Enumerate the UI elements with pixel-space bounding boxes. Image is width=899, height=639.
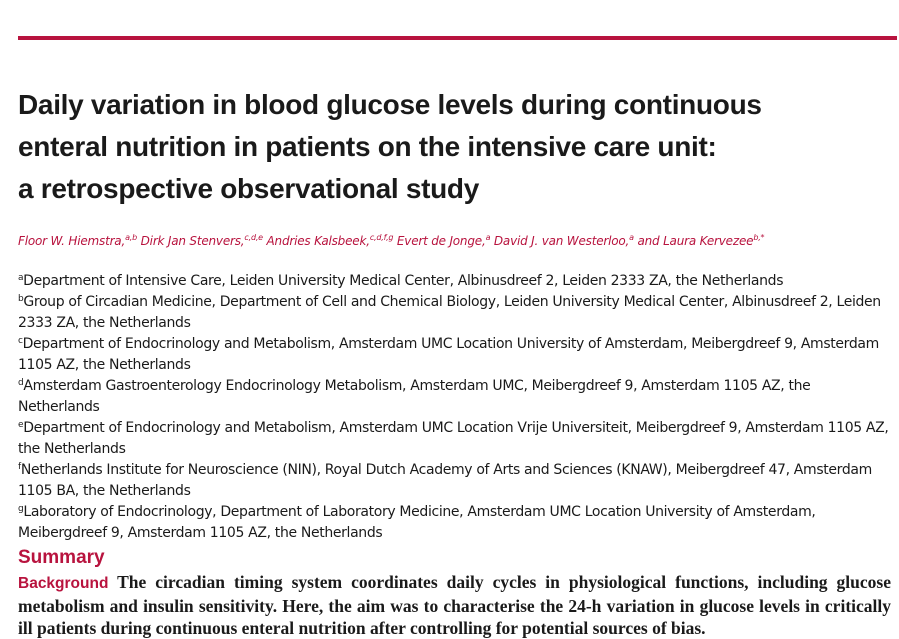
author-name[interactable]: Dirk Jan Stenvers, (140, 234, 245, 248)
author-name[interactable]: and Laura Kervezee (637, 234, 754, 248)
author-name[interactable]: Floor W. Hiemstra, (18, 234, 126, 248)
article-title (18, 84, 888, 210)
affiliation-text: Laboratory of Endocrinology, Department of Laboratory Medicine, Amsterdam UMC Location University of Amsterdam, Meibergdreef 9, Amsterdam 1105 AZ, the Netherlands (18, 504, 816, 541)
author-affiliation-marker: a (485, 233, 491, 242)
affiliation-item (18, 334, 894, 376)
author-list (18, 231, 898, 251)
affiliation-marker: c (18, 336, 23, 346)
affiliation-item (18, 271, 894, 292)
author-name[interactable]: David J. van Westerloo, (493, 234, 630, 248)
affiliation-text: Department of Endocrinology and Metabolism, Amsterdam UMC Location University of Amsterdam, Meibergdreef 9, Amsterdam 1105 AZ, the Netherlands (18, 336, 879, 373)
background-label: Background (18, 575, 109, 592)
author-name[interactable]: Andries Kalsbeek, (266, 234, 370, 248)
affiliation-text: Group of Circadian Medicine, Department of Cell and Chemical Biology, Leiden University Medical Center, Albinusdreef 2, Leiden 2333 ZA, the Netherlands (18, 294, 881, 331)
affiliation-text: Amsterdam Gastroenterology Endocrinology Metabolism, Amsterdam UMC, Meibergdreef 9, Amsterdam 1105 AZ, the Netherlands (18, 378, 811, 415)
header-rule (18, 36, 897, 40)
author-affiliation-marker: a (629, 233, 634, 242)
author-name[interactable]: Evert de Jonge, (396, 234, 486, 248)
author-affiliation-marker: b,* (753, 233, 765, 242)
affiliation-item (18, 418, 894, 460)
author-affiliation-marker: a,b (125, 233, 138, 242)
affiliation-item (18, 460, 894, 502)
affiliation-list (18, 271, 894, 544)
affiliation-marker: g (18, 504, 24, 514)
background-text: The circadian timing system coordinates daily cycles in physiological functions, including glucose metabolism and insulin sensitivity. Here, the aim was to characterise the 24-h variation in glucose levels in critically ill patients during continuous enteral nutrition after controlling for potential sources of bias. (18, 572, 891, 638)
affiliation-text: Department of Intensive Care, Leiden University Medical Center, Albinusdreef 2, Leiden 2333 ZA, the Netherlands (23, 273, 784, 289)
author-affiliation-marker: c,d,f,g (369, 233, 394, 242)
affiliation-marker: d (18, 378, 24, 388)
summary-heading: Summary (18, 547, 105, 568)
title-line: a retrospective observational study (18, 173, 480, 204)
affiliation-item (18, 292, 894, 334)
affiliation-marker: f (18, 462, 21, 472)
author-affiliation-marker: c,d,e (244, 233, 263, 242)
affiliation-marker: b (18, 294, 24, 304)
affiliation-marker: e (18, 420, 24, 430)
affiliation-text: Department of Endocrinology and Metabolism, Amsterdam UMC Location Vrije Universiteit, Meibergdreef 9, Amsterdam 1105 AZ, the Netherlands (18, 420, 889, 457)
title-line: Daily variation in blood glucose levels during continuous (18, 89, 762, 120)
affiliation-text: Netherlands Institute for Neuroscience (NIN), Royal Dutch Academy of Arts and Sciences (KNAW), Meibergdreef 47, Amsterdam 1105 BA, the Netherlands (18, 462, 872, 499)
affiliation-item (18, 502, 894, 544)
affiliation-item (18, 376, 894, 418)
background-paragraph (18, 571, 891, 639)
title-line: enteral nutrition in patients on the intensive care unit: (18, 131, 717, 162)
affiliation-marker: a (18, 273, 24, 283)
